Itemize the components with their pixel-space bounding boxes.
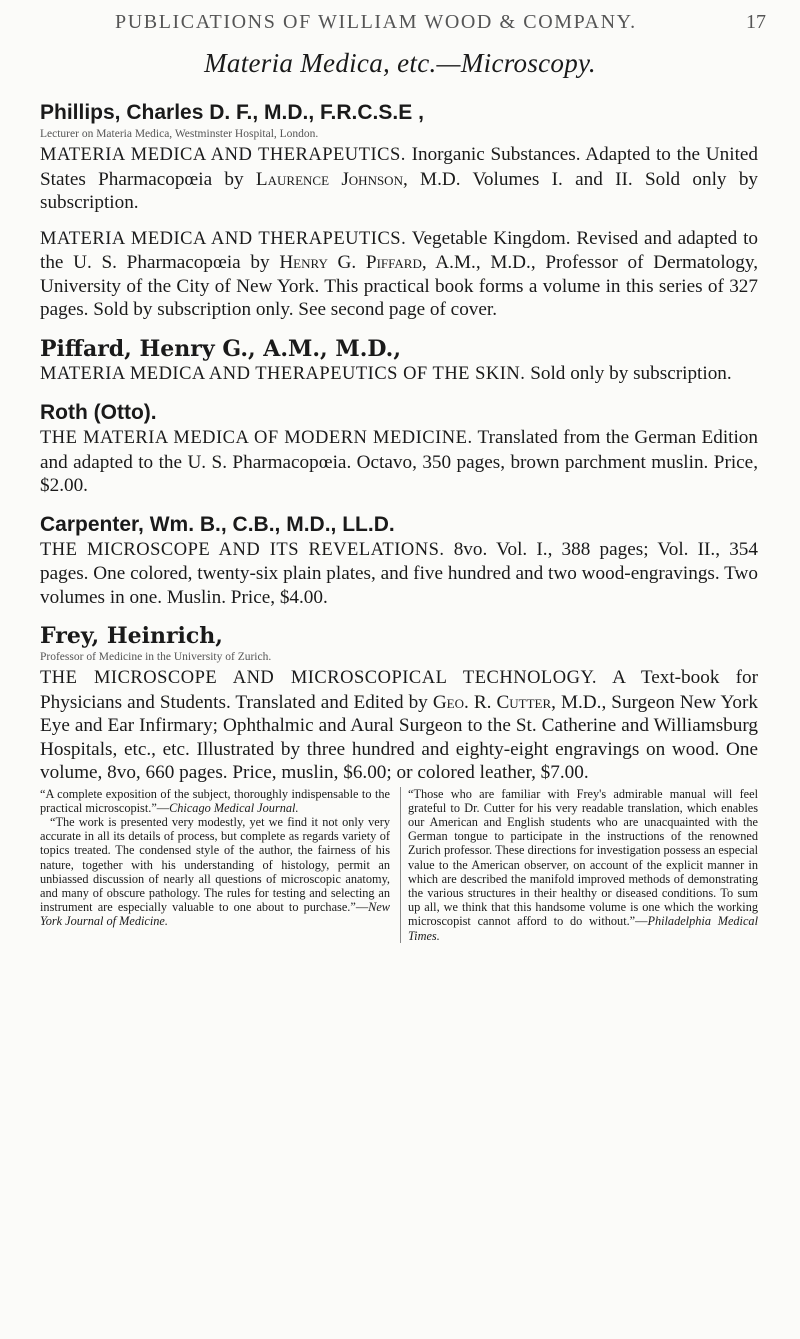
book-title: MATERIA MEDICA AND THERAPEUTICS. xyxy=(40,145,406,165)
author-name: Phillips, Charles D. F., M.D., F.R.C.S.E , xyxy=(40,101,424,124)
book-description xyxy=(40,143,758,215)
editor-name: Geo. R. Cutter xyxy=(432,691,552,713)
book-title: MATERIA MEDICA AND THERAPEUTICS. xyxy=(40,228,407,249)
book-title: THE MICROSCOPE AND ITS REVELATIONS. xyxy=(40,539,445,560)
book-text: Vegetable Kingdom. Revised and adapted to the U. S. Pharmacopœia by xyxy=(40,227,759,273)
book-description xyxy=(40,362,758,387)
review-source: Chicago Medical Journal. xyxy=(169,800,299,815)
review-text: “Those who are familiar with Frey's admirable manual will feel grateful to Dr. Cutter for his very readable translation, which enables our American and English students who are unacquainted with the German tongue to participate in the instructions of the renowned Zurich professor. These directions for investigation possess an especial value to the American observer, on account of the explicit manner in which are described the manifold improved methods of demonstrating the various structures in their healthy or diseased conditions. To sum up all, we think that this handsome volume is one which the working microscopist cannot afford to do without.”— xyxy=(408,786,758,929)
review-text: “The work is presented very modestly, yet we find it not only very accurate in all its details of process, but complete as regards variety of topics treated. The condensed style of the author, the fairness of his nature, together with his understanding of histology, permit an unbiassed discussion of nearly all questions of microscopic anatomy, and many of obscure pathology. The rules for testing and selecting an instrument are especially valuable to one about to purchase.”— xyxy=(40,814,390,915)
book-title: THE MICROSCOPE AND MICROSCOPICAL TECHNOLOGY. xyxy=(40,668,598,688)
catalog-entry-phillips xyxy=(40,100,758,322)
book-description xyxy=(40,426,758,498)
review-quote xyxy=(40,815,390,929)
catalog-entry-carpenter xyxy=(40,512,758,610)
running-head: PUBLICATIONS OF WILLIAM WOOD & COMPANY. xyxy=(115,11,637,33)
review-source: Philadelphia Medical Times. xyxy=(408,914,758,943)
editor-name: Henry G. Piffard xyxy=(279,252,422,273)
editor-name: Laurence Johnson xyxy=(255,168,403,190)
review-column-right xyxy=(400,787,758,943)
author-name: Carpenter, Wm. B., C.B., M.D., LL.D. xyxy=(40,512,395,536)
review-quote xyxy=(408,787,758,943)
author-affiliation: Lecturer on Materia Medica, Westminster Hospital, London. xyxy=(40,128,319,140)
book-text: Sold only by subscription. xyxy=(525,362,732,384)
author-name: Roth (Otto). xyxy=(40,401,157,424)
review-quote xyxy=(40,787,390,815)
book-description xyxy=(40,227,758,322)
author-affiliation: Professor of Medicine in the University of Zurich. xyxy=(40,651,272,663)
review-source: New York Journal of Medicine. xyxy=(40,900,390,929)
catalog-entry-piffard xyxy=(40,336,758,387)
review-column-left xyxy=(40,787,390,943)
book-title: THE MATERIA MEDICA OF MODERN MEDICINE. xyxy=(40,428,473,448)
book-text: Inorganic Substances. Adapted to the United States Pharmacopœia by xyxy=(40,144,759,190)
press-reviews xyxy=(40,787,758,943)
review-text: “A complete exposition of the subject, thoroughly indispensable to the practical microscopist.”— xyxy=(40,786,390,815)
catalog-entries xyxy=(40,100,758,957)
section-title: Materia Medica, etc.—Microscopy. xyxy=(204,48,596,78)
book-description xyxy=(40,538,758,610)
book-text: , M.D. Volumes I. and II. Sold only by subscription. xyxy=(40,168,759,213)
book-text: 8vo. Vol. I., 388 pages; Vol. II., 354 pages. One colored, twenty-six plain plates, and five hundred and two wood-engravings. Two volumes in one. Muslin. Price, $4.00. xyxy=(40,538,758,608)
book-title: MATERIA MEDICA AND THERAPEUTICS OF THE SKIN. xyxy=(40,363,526,384)
book-description xyxy=(40,666,758,785)
book-text: , A.M., M.D., Professor of Dermatology, University of the City of New York. This practical book forms a volume in this series of 327 pages. Sold by subscription only. See second page of cover. xyxy=(40,252,758,320)
catalog-entry-frey xyxy=(40,623,758,943)
catalog-entry-roth xyxy=(40,400,758,498)
author-name: Frey, Heinrich, xyxy=(40,623,223,649)
page-number: 17 xyxy=(746,11,766,33)
book-text: A Text-book for Physicians and Students. Translated and Edited by xyxy=(40,667,758,713)
book-text: , M.D., Surgeon New York Eye and Ear Infirmary; Ophthalmic and Aural Surgeon to the St. Catherine and Williamsburg Hospitals, etc., etc. Illustrated by three hundred and eighty-eight engravings on wood. One volume, 8vo, 660 pages. Price, muslin, $6.00; or colored leather, $7.00. xyxy=(40,691,758,783)
author-name: Piffard, Henry G., A.M., M.D., xyxy=(40,335,401,362)
book-text: Translated from the German Edition and adapted to the U. S. Pharmacopœia. Octavo, 350 pages, brown parchment muslin. Price, $2.00. xyxy=(40,427,758,496)
